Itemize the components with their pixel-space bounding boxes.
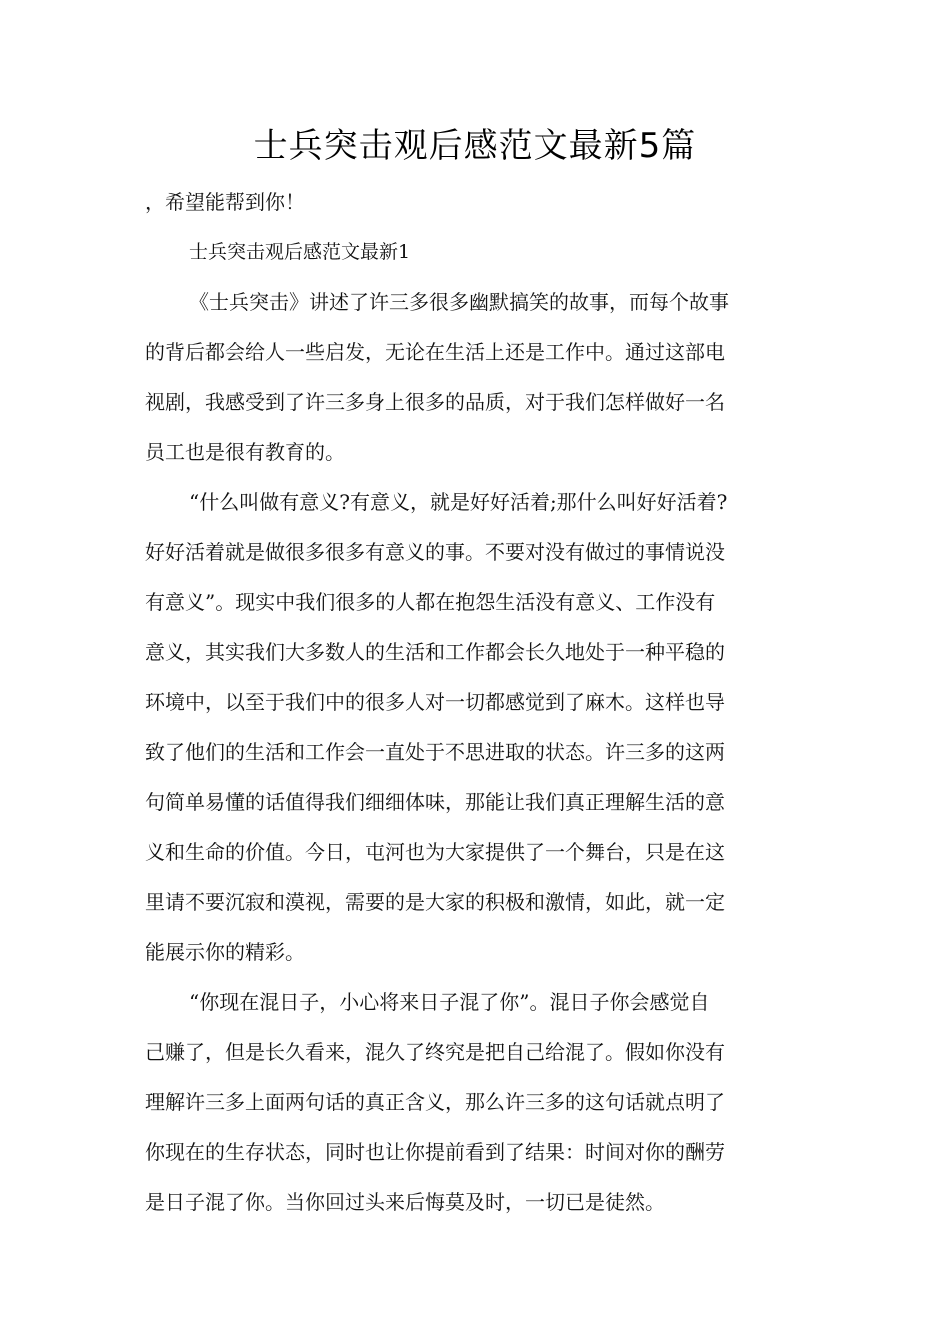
paragraph-2-line-7: 句简单易懂的话值得我们细细体味，那能让我们真正理解生活的意	[145, 790, 725, 814]
paragraph-2-line-8: 义和生命的价值。今日，屯河也为大家提供了一个舞台，只是在这	[145, 840, 725, 864]
paragraph-3-line-2: 己赚了，但是长久看来，混久了终究是把自己给混了。假如你没有	[145, 1040, 725, 1064]
paragraph-1-line-4: 员工也是很有教育的。	[145, 440, 345, 464]
paragraph-2-line-6: 致了他们的生活和工作会一直处于不思进取的状态。许三多的这两	[145, 740, 725, 764]
paragraph-3-line-1: “你现在混日子，小心将来日子混了你”。混日子你会感觉自	[189, 990, 710, 1014]
paragraph-2-line-9: 里请不要沉寂和漠视，需要的是大家的积极和激情，如此，就一定	[145, 890, 725, 914]
paragraph-3-line-3: 理解许三多上面两句话的真正含义，那么许三多的这句话就点明了	[145, 1090, 725, 1114]
paragraph-2-line-4: 意义，其实我们大多数人的生活和工作都会长久地处于一种平稳的	[145, 640, 725, 664]
paragraph-1-line-1: 《士兵突击》讲述了许三多很多幽默搞笑的故事，而每个故事	[189, 290, 729, 314]
paragraph-1-line-3: 视剧，我感受到了许三多身上很多的品质，对于我们怎样做好一名	[145, 390, 725, 414]
paragraph-3-line-4: 你现在的生存状态，同时也让你提前看到了结果：时间对你的酬劳	[145, 1140, 725, 1164]
section-heading: 士兵突击观后感范文最新1	[189, 241, 411, 263]
paragraph-2-line-1: “什么叫做有意义?有意义，就是好好活着;那什么叫好好活着?	[189, 490, 728, 514]
paragraph-2-line-10: 能展示你的精彩。	[145, 940, 305, 964]
document-title: 士兵突击观后感范文最新5篇	[253, 126, 697, 166]
paragraph-3-line-5: 是日子混了你。当你回过头来后悔莫及时，一切已是徒然。	[145, 1190, 665, 1214]
document-body	[145, 177, 810, 1227]
intro-line: ，希望能帮到你！	[145, 190, 305, 214]
paragraph-2-line-3: 有意义”。现实中我们很多的人都在抱怨生活没有意义、工作没有	[145, 590, 716, 614]
paragraph-1-line-2: 的背后都会给人一些启发，无论在生活上还是工作中。通过这部电	[145, 340, 725, 364]
paragraph-2-line-5: 环境中，以至于我们中的很多人对一切都感觉到了麻木。这样也导	[145, 690, 725, 714]
paragraph-2-line-2: 好好活着就是做很多很多有意义的事。不要对没有做过的事情说没	[145, 540, 725, 564]
